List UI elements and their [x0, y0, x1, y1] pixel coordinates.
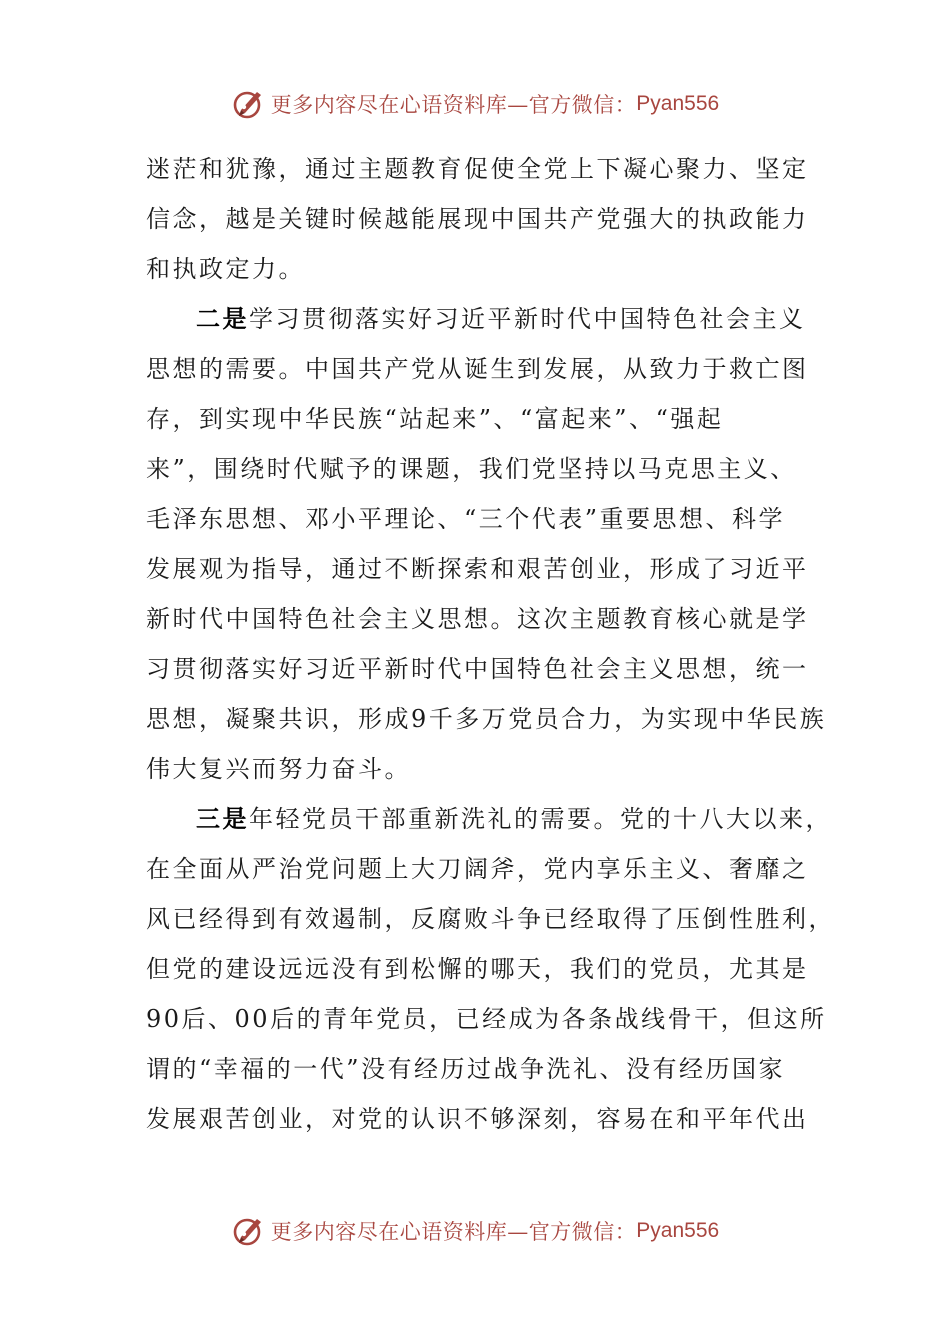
paragraph-2 [146, 300, 827, 800]
paragraph-lead: 二是 [196, 304, 249, 333]
pen-seal-icon [231, 1213, 267, 1249]
text-line: 发展观为指导，通过不断探索和艰苦创业，形成了习近平 [146, 555, 809, 583]
pen-seal-icon [231, 86, 267, 122]
text-line: 存，到实现中华民族“站起来”、“富起来”、“强起 [146, 405, 724, 433]
text-line: 毛泽东思想、邓小平理论、“三个代表”重要思想、科学 [146, 505, 786, 533]
text-line: 伟大复兴而努力奋斗。 [146, 755, 411, 783]
document-body [146, 150, 835, 1150]
paragraph-first-line [146, 300, 810, 350]
text-line: 90后、00后的青年党员，已经成为各条战线骨干，但这所 [146, 1005, 827, 1033]
text-line: 学习贯彻落实好习近平新时代中国特色社会主义 [249, 305, 806, 333]
text-line: 来”，围绕时代赋予的课题，我们党坚持以马克思主义、 [146, 455, 797, 483]
text-line: 迷茫和犹豫，通过主题教育促使全党上下凝心聚力、坚定 [146, 155, 809, 183]
footer-banner [0, 1211, 950, 1251]
text-line: 思想，凝聚共识，形成9千多万党员合力，为实现中华民族 [146, 705, 827, 733]
text-line: 习贯彻落实好习近平新时代中国特色社会主义思想，统一 [146, 655, 809, 683]
text-line: 新时代中国特色社会主义思想。这次主题教育核心就是学 [146, 605, 809, 633]
paragraph-first-line [146, 800, 832, 850]
banner-text: 更多内容尽在心语资料库—官方微信： [270, 1220, 637, 1244]
text-line: 风已经得到有效遏制，反腐败斗争已经取得了压倒性胜利， [146, 905, 835, 933]
text-line: 和执政定力。 [146, 255, 305, 283]
paragraph-1 [146, 150, 810, 300]
text-line: 但党的建设远远没有到松懈的哪天，我们的党员，尤其是 [146, 955, 809, 983]
banner-wechat-handle: Pyan556 [636, 1219, 720, 1242]
text-line: 在全面从严治党问题上大刀阔斧，党内享乐主义、奢靡之 [146, 855, 809, 883]
text-line: 年轻党员干部重新洗礼的需要。党的十八大以来， [249, 805, 832, 833]
text-line: 发展艰苦创业，对党的认识不够深刻，容易在和平年代出 [146, 1105, 809, 1133]
text-line: 谓的“幸福的一代”没有经历过战争洗礼、没有经历国家 [146, 1055, 786, 1083]
text-line: 思想的需要。中国共产党从诞生到发展，从致力于救亡图 [146, 355, 809, 383]
paragraph-3 [146, 800, 835, 1150]
banner-wechat-handle: Pyan556 [636, 92, 720, 115]
paragraph-lead: 三是 [196, 804, 249, 833]
header-banner [0, 84, 950, 124]
text-line: 信念，越是关键时候越能展现中国共产党强大的执政能力 [146, 205, 809, 233]
banner-text: 更多内容尽在心语资料库—官方微信： [270, 93, 637, 117]
